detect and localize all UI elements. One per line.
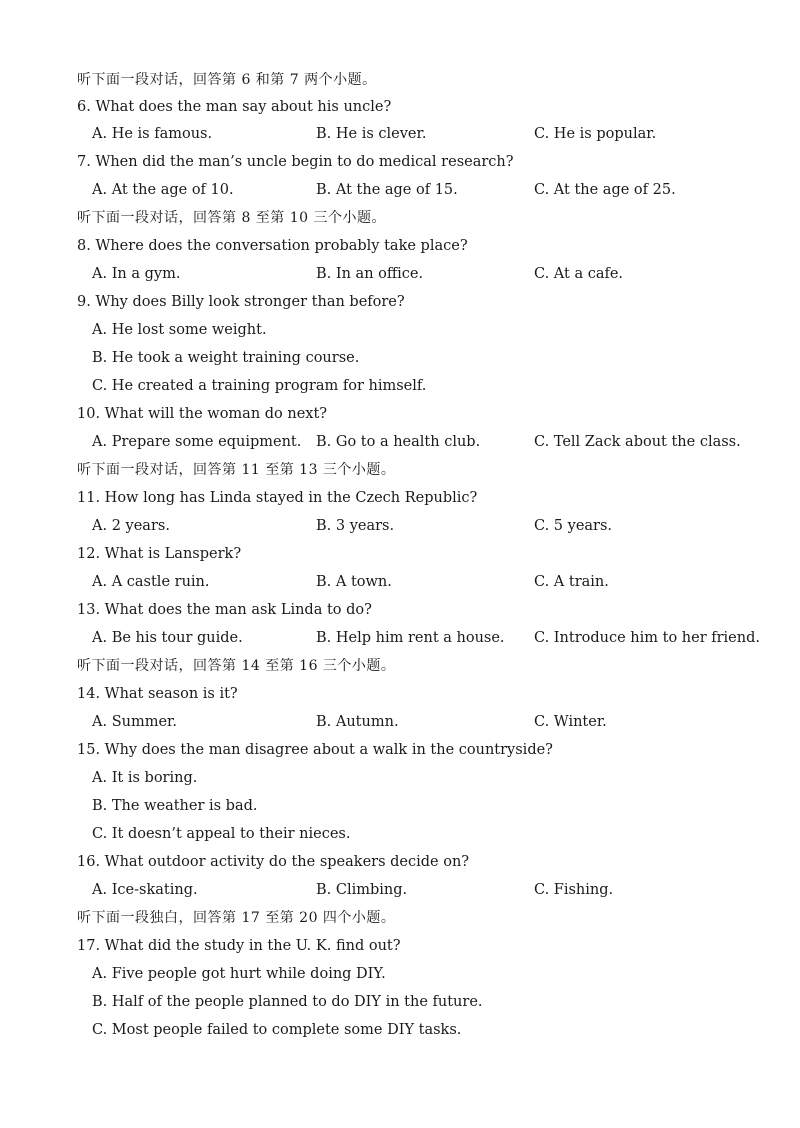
question-17-option-a: A. Five people got hurt while doing DIY. — [92, 966, 386, 982]
question-8-stem: 8. Where does the conversation probably take place? — [77, 238, 468, 254]
question-13-option-b: B. Help him rent a house. — [316, 630, 505, 646]
question-16-option-c: C. Fishing. — [534, 882, 614, 898]
question-7-option-b: B. At the age of 15. — [316, 182, 458, 198]
question-15-option-b: B. The weather is bad. — [92, 798, 258, 814]
question-11-option-c: C. 5 years. — [534, 518, 613, 534]
section-heading-11-13: 听下面一段对话，回答第 11 至第 13 三个小题。 — [77, 462, 396, 478]
question-8-option-b: B. In an office. — [316, 266, 424, 282]
question-16-option-a: A. Ice-skating. — [92, 882, 198, 898]
question-13-option-a: A. Be his tour guide. — [92, 630, 243, 646]
section-heading-17-20: 听下面一段独白，回答第 17 至第 20 四个小题。 — [77, 910, 396, 926]
question-13-options — [0, 626, 800, 650]
question-11-stem: 11. How long has Linda stayed in the Czech Republic? — [77, 490, 478, 506]
question-15-option-a: A. It is boring. — [92, 770, 198, 786]
question-14-stem: 14. What season is it? — [77, 686, 238, 702]
section-heading-14-16: 听下面一段对话，回答第 14 至第 16 三个小题。 — [77, 658, 396, 674]
question-14-option-a: A. Summer. — [92, 714, 177, 730]
question-7-option-c: C. At the age of 25. — [534, 182, 676, 198]
question-15-stem: 15. Why does the man disagree about a walk in the countryside? — [77, 742, 553, 758]
question-14-option-c: C. Winter. — [534, 714, 607, 730]
question-9-stem: 9. Why does Billy look stronger than before? — [77, 294, 405, 310]
question-11-options — [0, 514, 800, 538]
question-10-option-b: B. Go to a health club. — [316, 434, 481, 450]
question-16-options — [0, 878, 800, 902]
question-14-option-b: B. Autumn. — [316, 714, 399, 730]
question-7-options — [0, 178, 800, 202]
question-9-option-a: A. He lost some weight. — [92, 322, 267, 338]
question-11-option-a: A. 2 years. — [92, 518, 170, 534]
question-6-option-b: B. He is clever. — [316, 126, 427, 142]
section-heading-6-7: 听下面一段对话，回答第 6 和第 7 两个小题。 — [77, 72, 377, 88]
question-8-option-c: C. At a cafe. — [534, 266, 624, 282]
question-10-stem: 10. What will the woman do next? — [77, 406, 328, 422]
question-7-stem: 7. When did the man’s uncle begin to do medical research? — [77, 154, 514, 170]
question-9-option-b: B. He took a weight training course. — [92, 350, 360, 366]
section-heading-8-10: 听下面一段对话，回答第 8 至第 10 三个小题。 — [77, 210, 387, 226]
question-12-option-b: B. A town. — [316, 574, 392, 590]
question-17-option-b: B. Half of the people planned to do DIY in the future. — [92, 994, 483, 1010]
question-8-option-a: A. In a gym. — [92, 266, 181, 282]
question-6-options — [0, 122, 800, 146]
question-12-options — [0, 570, 800, 594]
question-13-option-c: C. Introduce him to her friend. — [534, 630, 760, 646]
question-17-option-c: C. Most people failed to complete some DIY tasks. — [92, 1022, 462, 1038]
question-7-option-a: A. At the age of 10. — [92, 182, 234, 198]
question-14-options — [0, 710, 800, 734]
question-13-stem: 13. What does the man ask Linda to do? — [77, 602, 372, 618]
question-6-option-a: A. He is famous. — [92, 126, 213, 142]
question-12-stem: 12. What is Lansperk? — [77, 546, 242, 562]
question-8-options — [0, 262, 800, 286]
question-15-option-c: C. It doesn’t appeal to their nieces. — [92, 826, 351, 842]
question-17-stem: 17. What did the study in the U. K. find out? — [77, 938, 401, 954]
question-16-option-b: B. Climbing. — [316, 882, 408, 898]
question-10-option-a: A. Prepare some equipment. — [92, 434, 302, 450]
question-10-options — [0, 430, 800, 454]
question-16-stem: 16. What outdoor activity do the speakers decide on? — [77, 854, 470, 870]
question-6-option-c: C. He is popular. — [534, 126, 657, 142]
question-9-option-c: C. He created a training program for himself. — [92, 378, 427, 394]
question-11-option-b: B. 3 years. — [316, 518, 395, 534]
question-10-option-c: C. Tell Zack about the class. — [534, 434, 741, 450]
question-12-option-a: A. A castle ruin. — [92, 574, 210, 590]
question-12-option-c: C. A train. — [534, 574, 609, 590]
question-6-stem: 6. What does the man say about his uncle? — [77, 99, 392, 115]
